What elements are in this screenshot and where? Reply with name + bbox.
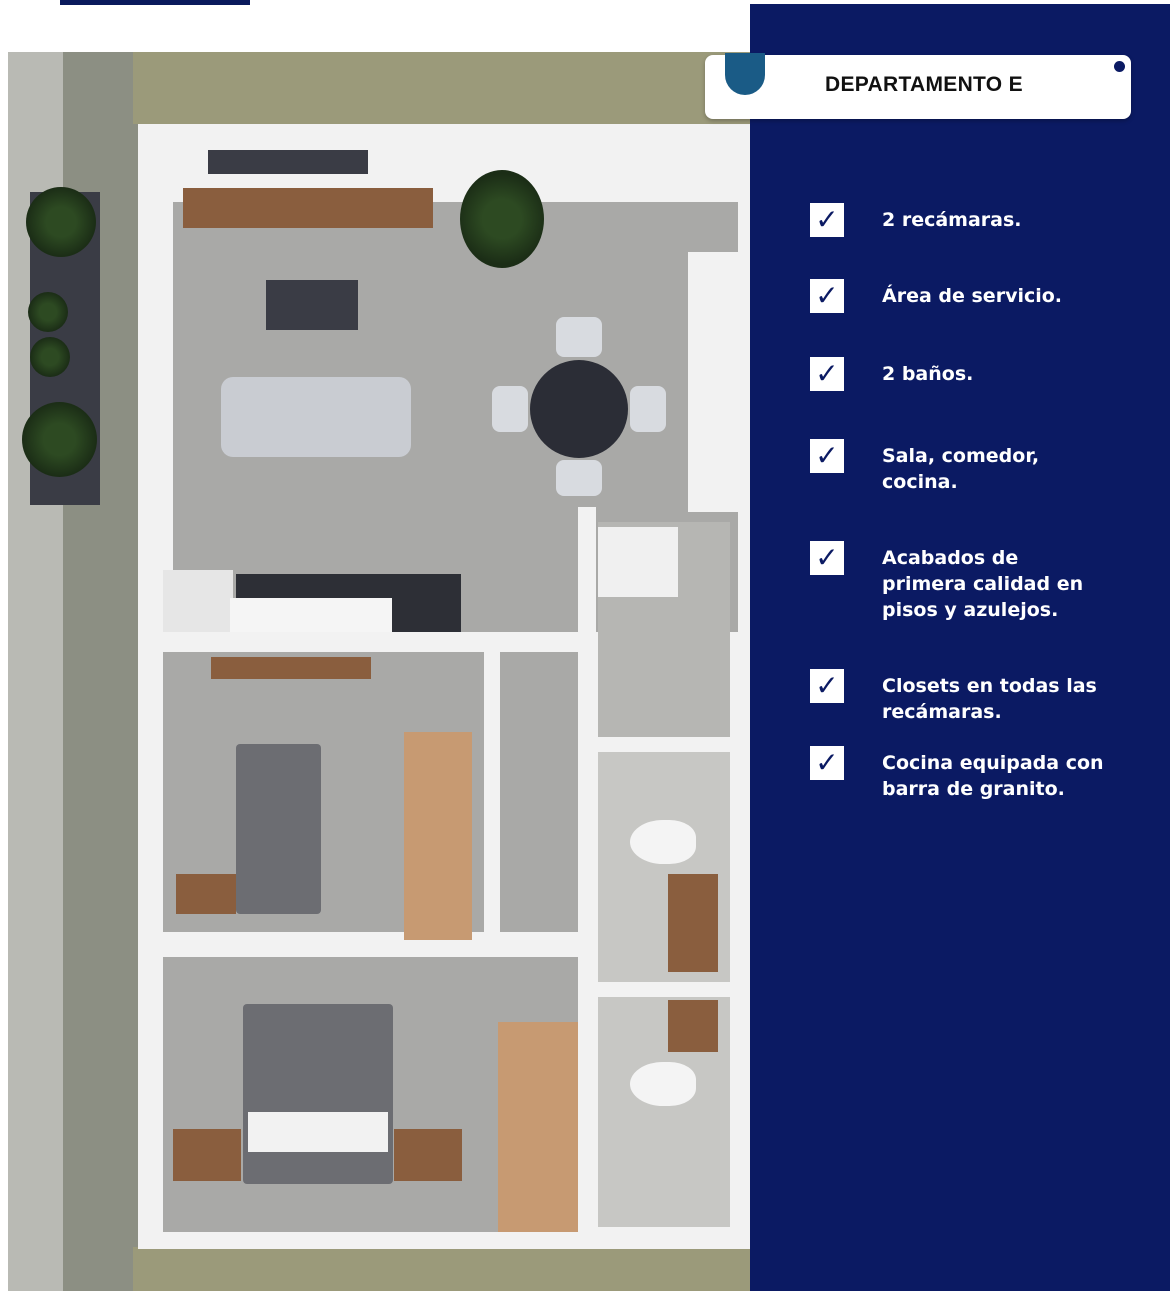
feature-item xyxy=(810,439,1052,495)
pillows xyxy=(248,1112,388,1152)
feature-item xyxy=(810,669,1107,725)
dining-table xyxy=(530,360,628,458)
washer xyxy=(598,527,678,597)
wall xyxy=(578,507,596,1232)
top-accent-bar xyxy=(60,0,250,5)
single-bed xyxy=(236,744,321,914)
nightstand xyxy=(173,1129,241,1181)
floor-plan-render xyxy=(8,52,750,1291)
nightstand xyxy=(394,1129,462,1181)
dining-chair xyxy=(492,386,528,432)
checkmark-icon: ✓ xyxy=(810,439,844,473)
page-title: DEPARTAMENTO E xyxy=(825,73,1023,96)
plant-icon xyxy=(28,292,68,332)
feature-text: 2 baños. xyxy=(882,363,974,385)
title-card xyxy=(705,55,1131,119)
plant-icon xyxy=(30,337,70,377)
granite-bar xyxy=(230,598,392,632)
checkmark-icon: ✓ xyxy=(810,541,844,575)
wall xyxy=(596,737,736,751)
kitchen-wall xyxy=(688,252,748,512)
feature-item xyxy=(810,746,1117,802)
feature-item xyxy=(810,203,1122,237)
wall xyxy=(484,632,500,937)
lawn-top xyxy=(133,52,750,124)
wood-console xyxy=(183,188,433,228)
feature-item xyxy=(810,541,1092,623)
double-bed xyxy=(243,1004,393,1184)
feature-text: 2 recámaras. xyxy=(882,209,1022,231)
wall xyxy=(148,632,488,648)
feature-item xyxy=(810,279,1122,313)
closet xyxy=(498,1022,578,1232)
feature-text: Sala, comedor, cocina. xyxy=(882,445,1040,493)
checkmark-icon: ✓ xyxy=(810,746,844,780)
toilet xyxy=(630,1062,696,1106)
plant-icon xyxy=(22,402,97,477)
nightstand xyxy=(176,874,236,914)
vanity xyxy=(668,874,718,972)
fridge xyxy=(163,570,233,632)
feature-text: Closets en todas las recámaras. xyxy=(882,675,1097,723)
feature-item xyxy=(810,357,1122,391)
checkmark-icon: ✓ xyxy=(810,357,844,391)
checkmark-icon: ✓ xyxy=(810,203,844,237)
tv-unit xyxy=(208,150,368,174)
bookmark-tab-icon xyxy=(725,53,765,95)
lawn-bottom xyxy=(133,1247,750,1291)
feature-text: Cocina equipada con barra de granito. xyxy=(882,752,1104,800)
dining-chair xyxy=(556,317,602,357)
dining-chair xyxy=(630,386,666,432)
sofa xyxy=(221,377,411,457)
coffee-table xyxy=(266,280,358,330)
dot-icon xyxy=(1114,61,1125,72)
feature-text: Acabados de primera calidad en pisos y azulejos. xyxy=(882,547,1084,621)
dining-chair xyxy=(556,460,602,496)
plant-icon xyxy=(460,170,544,268)
info-panel xyxy=(750,4,1170,1291)
toilet xyxy=(630,820,696,864)
closet xyxy=(404,732,472,940)
wall xyxy=(596,982,736,996)
wall xyxy=(148,937,578,955)
plant-icon xyxy=(26,187,96,257)
headboard-shelf xyxy=(211,657,371,679)
vanity xyxy=(668,1000,718,1052)
feature-text: Área de servicio. xyxy=(882,285,1063,307)
checkmark-icon: ✓ xyxy=(810,279,844,313)
checkmark-icon: ✓ xyxy=(810,669,844,703)
